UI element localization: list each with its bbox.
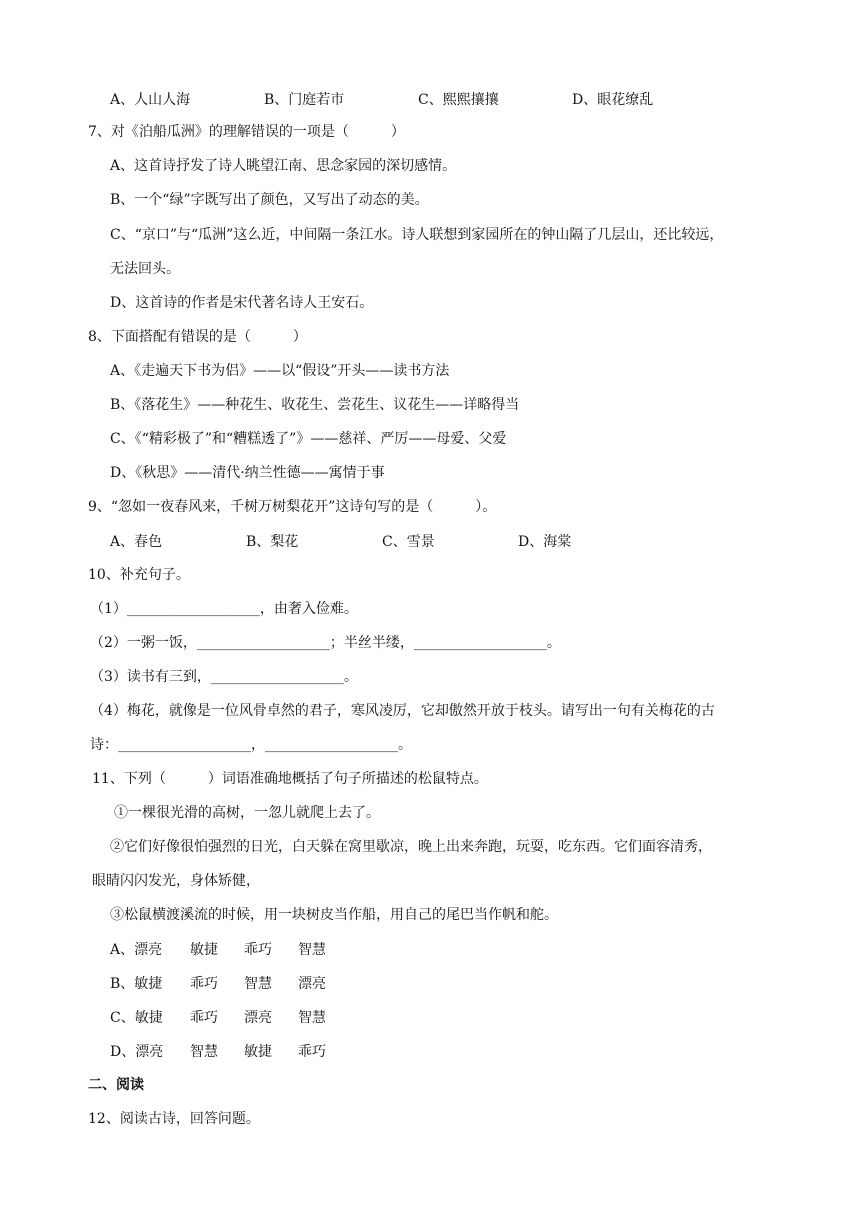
q11-option-b-2: 乖巧 xyxy=(190,976,218,992)
q7-option-a: A、这首诗抒发了诗人眺望江南、思念家园的深切感情。 xyxy=(110,158,457,174)
q8-option-a: A、《走遍天下书为侣》——以“假设”开头——读书方法 xyxy=(110,363,450,379)
q9-option-b: B、梨花 xyxy=(246,534,299,550)
q11-option-c-4: 智慧 xyxy=(298,1010,326,1026)
q7-stem: 7、对《泊船瓜洲》的理解错误的一项是（ ） xyxy=(88,124,405,140)
q11-option-d-3: 敏捷 xyxy=(244,1044,272,1060)
q12-stem: 12、阅读古诗，回答问题。 xyxy=(88,1111,260,1127)
q11-option-a-2: 敏捷 xyxy=(190,942,218,958)
q11-option-c-1: C、敏捷 xyxy=(110,1010,163,1026)
q8-option-d: D、《秋思》——清代·纳兰性德——寓情于事 xyxy=(110,465,385,481)
q6-option-d: D、眼花缭乱 xyxy=(572,92,654,108)
q11-option-a-4: 智慧 xyxy=(298,942,326,958)
q11-passage-1: ①一棵很光滑的高树，一忽儿就爬上去了。 xyxy=(114,805,380,821)
q7-option-d: D、这首诗的作者是宋代著名诗人王安石。 xyxy=(110,295,374,311)
q11-option-d-4: 乖巧 xyxy=(298,1044,326,1060)
q9-stem: 9、“忽如一夜春风来，千树万树梨花开”这诗句写的是（ ）。 xyxy=(88,499,497,515)
q11-passage-2: ②它们好像很怕强烈的日光，白天躲在窝里歇凉，晚上出来奔跑，玩耍，吃东西。它们面容清秀， xyxy=(110,839,712,855)
section-heading: 二、阅读 xyxy=(88,1077,144,1093)
q6-option-a: A、人山人海 xyxy=(110,92,191,108)
q11-passage-3: ③松鼠横渡溪流的时候，用一块树皮当作船，用自己的尾巴当作帆和舵。 xyxy=(110,907,558,923)
q10-sentence-4-cont: 诗：___________________，___________________。 xyxy=(90,737,412,753)
q10-sentence-3: （3）读书有三到，___________________。 xyxy=(90,669,358,685)
q11-option-a-1: A、漂亮 xyxy=(110,942,163,958)
q7-option-b: B、一个“绿”字既写出了颜色，又写出了动态的美。 xyxy=(110,192,429,208)
q9-option-c: C、雪景 xyxy=(382,534,435,550)
q11-passage-2-cont: 眼睛闪闪发光，身体矫健， xyxy=(92,873,260,889)
q10-stem: 10、补充句子。 xyxy=(88,567,190,583)
q8-stem: 8、下面搭配有错误的是（ ） xyxy=(88,329,307,345)
q6-option-b: B、门庭若市 xyxy=(264,92,345,108)
q9-option-d: D、海棠 xyxy=(518,534,572,550)
q11-option-a-3: 乖巧 xyxy=(244,942,272,958)
q10-sentence-4: （4）梅花，就像是一位风骨卓然的君子，寒风凌厉，它却傲然开放于枝头。请写出一句有关梅花的古 xyxy=(90,703,715,719)
q10-sentence-1: （1）___________________，由奢入俭难。 xyxy=(90,601,358,617)
q11-option-c-3: 漂亮 xyxy=(244,1010,272,1026)
q11-option-d-1: D、漂亮 xyxy=(110,1044,164,1060)
q9-option-a: A、春色 xyxy=(110,534,163,550)
q11-option-b-3: 智慧 xyxy=(244,976,272,992)
q11-option-b-1: B、敏捷 xyxy=(110,976,163,992)
q11-option-d-2: 智慧 xyxy=(190,1044,218,1060)
q6-option-c: C、熙熙攘攘 xyxy=(418,92,499,108)
q11-stem: 11、下列（ ）词语准确地概括了句子所描述的松鼠特点。 xyxy=(92,771,488,787)
q8-option-c: C、《“精彩极了”和“糟糕透了”》——慈祥、严厉——母爱、父爱 xyxy=(110,431,507,447)
q10-sentence-2: （2）一粥一饭，___________________；半丝半缕，___________________。 xyxy=(90,635,561,651)
q7-option-c-cont: 无法回头。 xyxy=(110,261,180,277)
q11-option-c-2: 乖巧 xyxy=(190,1010,218,1026)
q7-option-c: C、“京口”与“瓜洲”这么近，中间隔一条江水。诗人联想到家园所在的钟山隔了几层山，还比较远， xyxy=(110,227,724,243)
q8-option-b: B、《落花生》——种花生、收花生、尝花生、议花生——详略得当 xyxy=(110,397,520,413)
q11-option-b-4: 漂亮 xyxy=(298,976,326,992)
